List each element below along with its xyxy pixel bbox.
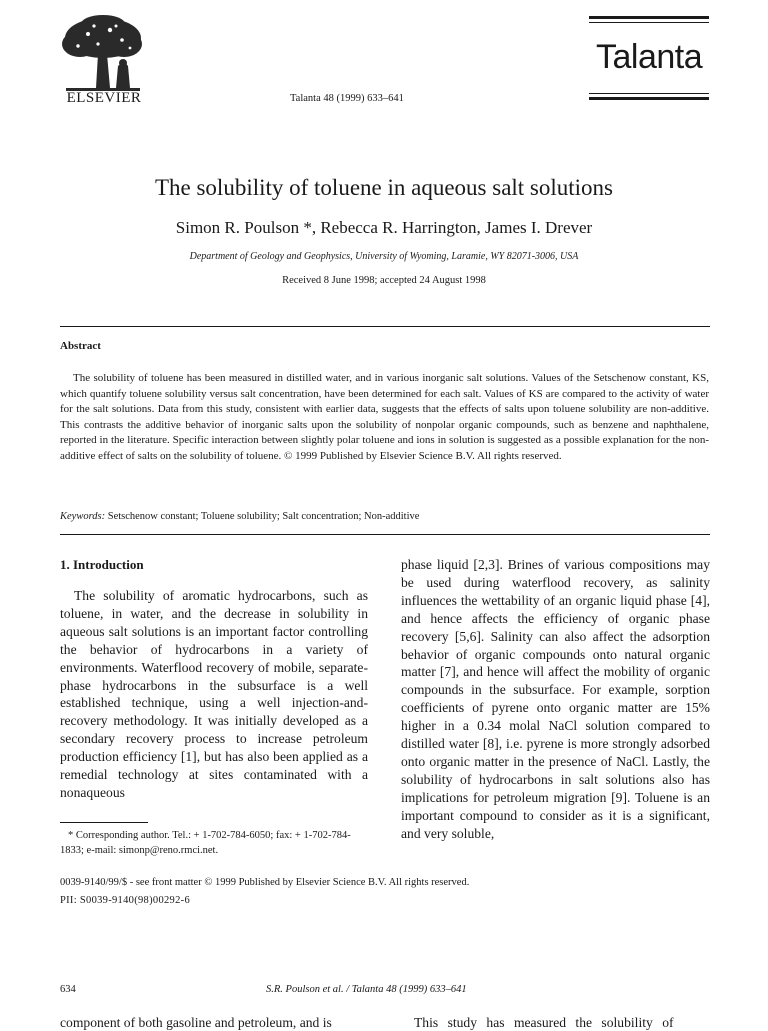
running-head: S.R. Poulson et al. / Talanta 48 (1999) 633–641: [266, 984, 467, 995]
keywords-list: Setschenow constant; Toluene solubility; Salt concentration; Non-additive: [107, 511, 420, 522]
journal-citation: Talanta 48 (1999) 633–641: [290, 93, 404, 104]
abstract-rule-top: [60, 326, 710, 327]
masthead-rule-bottom: [589, 97, 709, 100]
publisher-name: ELSEVIER: [66, 90, 142, 106]
next-page-right-fragment: This study has measured the solubility of: [414, 1015, 674, 1030]
masthead-rule-top: [589, 16, 709, 19]
left-column-text: The solubility of aromatic hydrocarbons, such as toluene, in water, and the decrease in solubility in aqueous salt solutions is an important factor controlling the behavior of hydrocarbons in a variety of environments. Waterflood recovery of mobile, separate-phase hydrocarbons in the subsurface is a well established technique, using a well injection-and-recovery methodology. It was initially developed as a secondary recovery process to increase petroleum production efficiency [1], but has also been applied as a remedial technology at sites contaminated with a nonaqueous: [60, 588, 368, 800]
abstract-rule-bottom: [60, 534, 710, 535]
received-dates: Received 8 June 1998; accepted 24 August 1998: [282, 275, 486, 286]
section-heading: 1. Introduction: [60, 557, 144, 572]
front-matter-line: 0039-9140/99/$ - see front matter © 1999 Published by Elsevier Science B.V. All rights reserved.: [60, 877, 470, 888]
next-page-left-fragment: component of both gasoline and petroleum, and is: [60, 1015, 332, 1030]
masthead-rule-bottom-thin: [589, 93, 709, 94]
affiliation: Department of Geology and Geophysics, University of Wyoming, Laramie, WY 82071-3006, USA: [189, 251, 579, 262]
corresponding-author-footnote: * Corresponding author. Tel.: + 1-702-784-6050; fax: + 1-702-784-1833; e-mail: simonp@reno.rmci.net.: [60, 830, 351, 856]
keywords-label: Keywords:: [60, 511, 106, 522]
journal-name: Talanta: [596, 38, 703, 76]
article-title: The solubility of toluene in aqueous salt solutions: [154, 175, 614, 200]
keywords: [60, 511, 419, 522]
abstract-text: The solubility of toluene has been measured in distilled water, and in various inorganic salt solutions. Values of the Setschenow constant, KS, which quantify toluene solubility versus salt concentration, have been determined for each salt. Values of KS are compared to the activity of water for the salt solutions. Data from this study, consistent with earlier data, suggests that the effects of salts upon toluene solubility are non-additive. This contrasts the additive behavior of inorganic salts upon the solubility of nonpolar organic compounds, such as benzene and naphthalene, reported in the literature. Specific interaction between slightly polar toluene and ions in solution is suggested as a possible explanation for the non-additive effect of salts on the solubility of toluene. © 1999 Published by Elsevier Science B.V. All rights reserved.: [60, 372, 709, 462]
abstract-heading: Abstract: [60, 340, 101, 352]
pii-line: PII: S0039-9140(98)00292-6: [60, 895, 191, 906]
page-number: 634: [60, 984, 76, 995]
author-list: Simon R. Poulson *, Rebecca R. Harrington, James I. Drever: [175, 218, 593, 237]
elsevier-tree-logo: [58, 14, 148, 96]
right-column-text: phase liquid [2,3]. Brines of various compositions may be used during waterflood recovery, as salinity influences the wettability of an organic liquid phase [4], and hence affects the efficiency of organic phase recovery [5,6]. Salinity can also affect the adsorption behavior of organic compounds onto natural organic matter [7], and hence will affect the mobility of organic compounds in the subsurface. For example, sorption coefficients of pyrene onto organic matter are 15% higher in a 0.34 molal NaCl solution compared to distilled water [8], i.e. pyrene is more strongly adsorbed onto organic matter in the presence of NaCl. Lastly, the solubility of hydrocarbons in salt solutions also has implications for petroleum migration [9]. Toluene is an important compound to consider as it is a significant, and very soluble,: [401, 557, 710, 841]
footnote-rule: [60, 822, 148, 823]
masthead-rule-top-thin: [589, 22, 709, 23]
